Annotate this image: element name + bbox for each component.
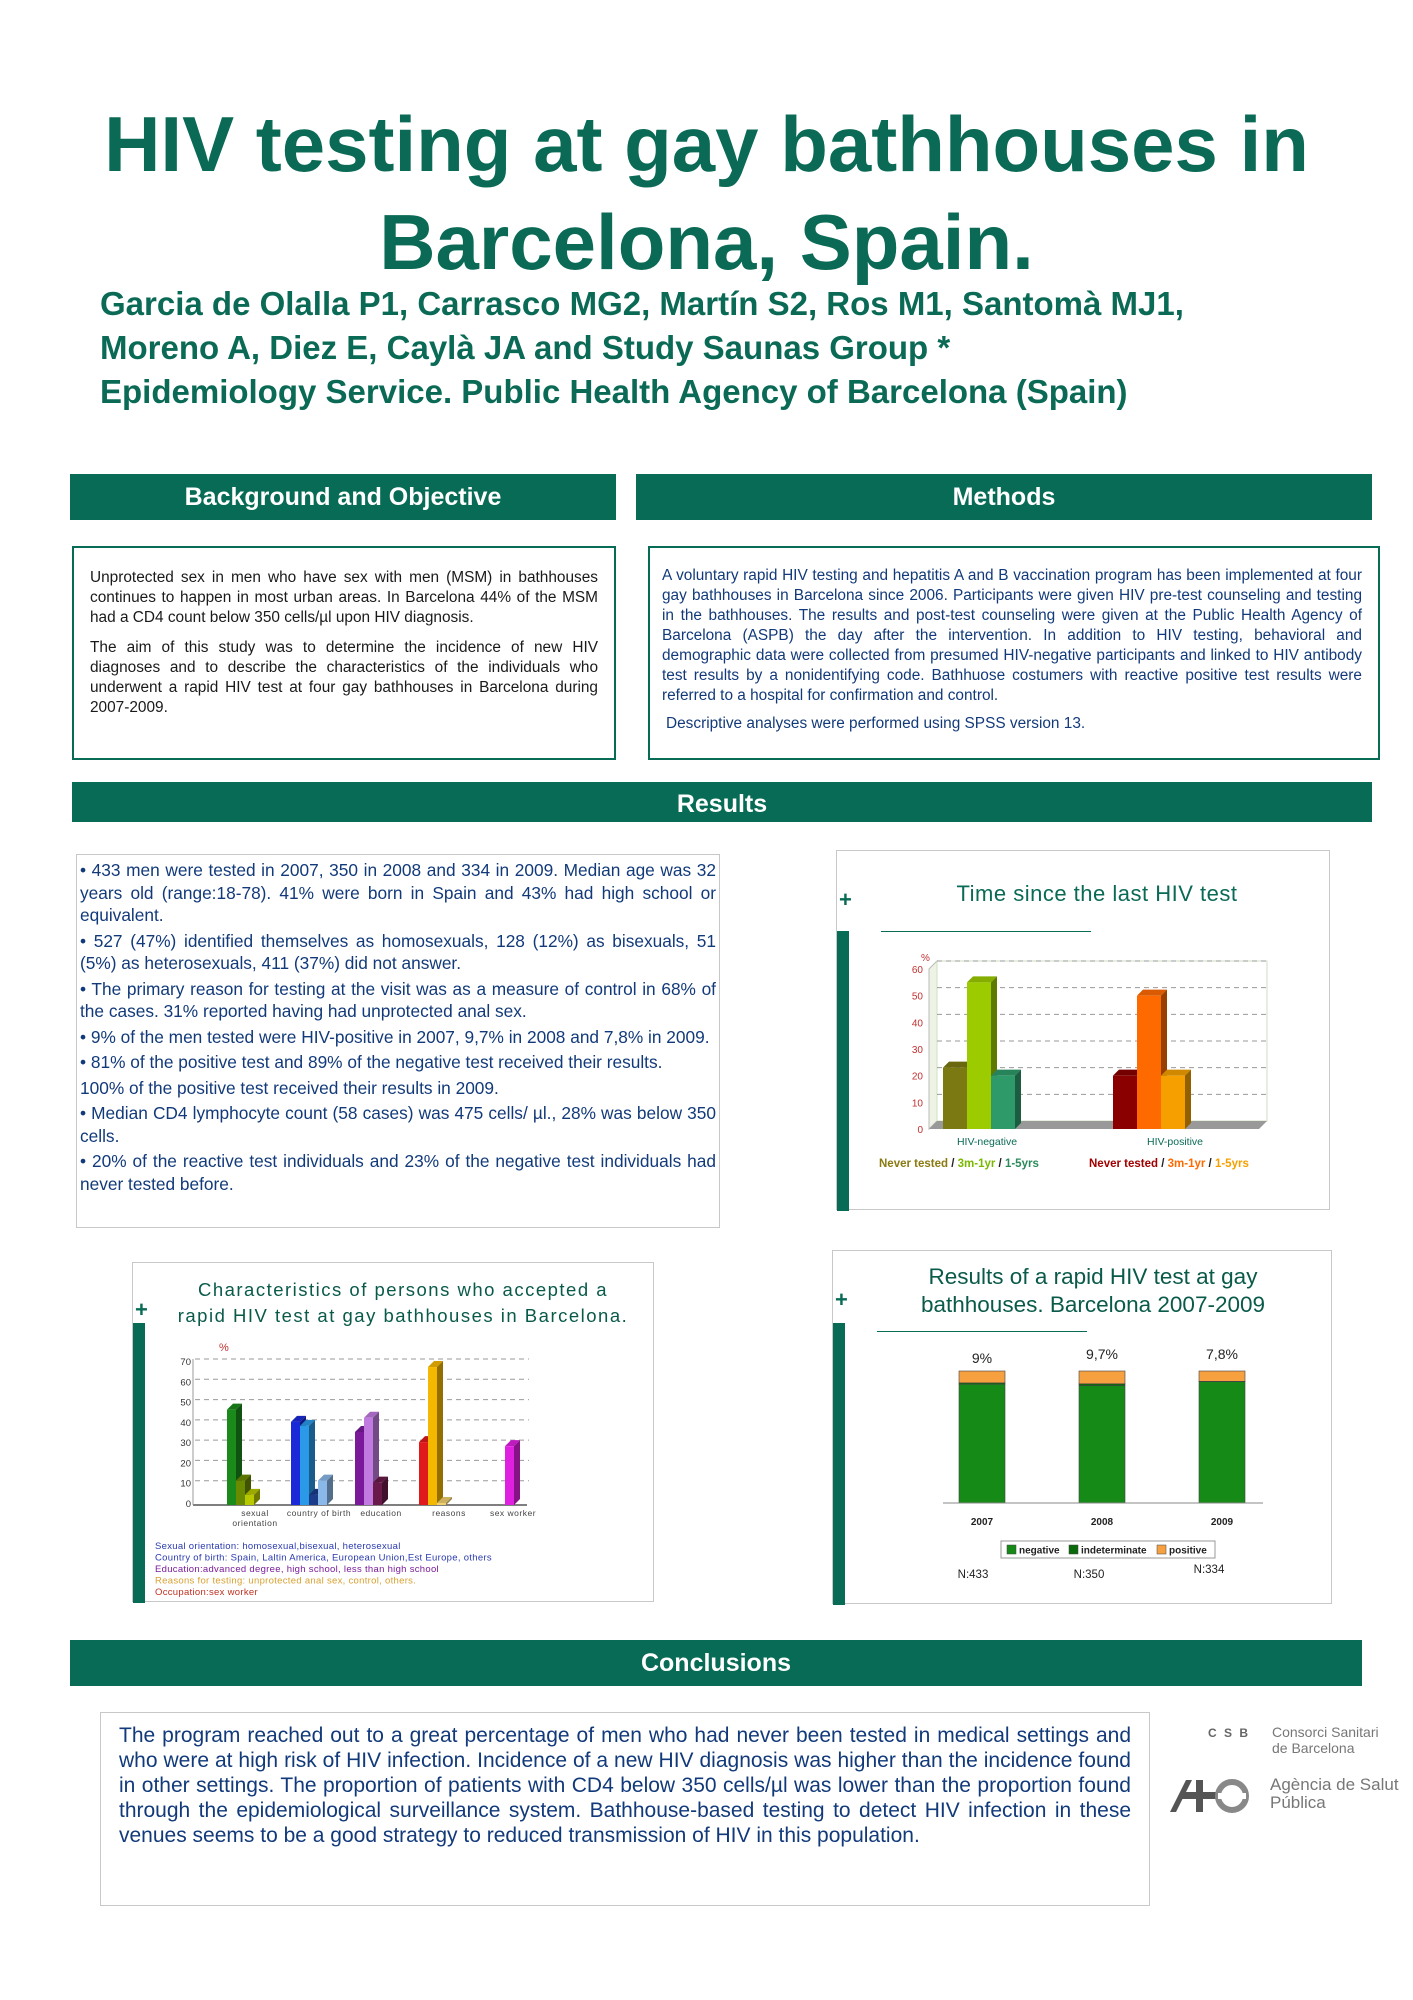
chart-note: Education:advanced degree, high school, less than high school xyxy=(155,1564,439,1575)
csb-name: Consorci Sanitari de Barcelona xyxy=(1272,1724,1379,1756)
stacked-bar-segment xyxy=(959,1384,1005,1503)
legend xyxy=(1089,1158,1249,1170)
chart-note: Occupation:sex worker xyxy=(155,1587,258,1598)
chart-2-title-line-1: Characteristics of persons who accepted a xyxy=(197,1279,609,1300)
legend-entry: Never tested xyxy=(1089,1158,1159,1170)
chart-note: Reasons for testing: unprotected anal sex, control, others. xyxy=(155,1575,417,1587)
bar xyxy=(1113,1076,1137,1129)
affiliation: Epidemiology Service. Public Health Agency of Barcelona (Spain) xyxy=(100,373,1128,410)
plus-icon: + xyxy=(835,1287,848,1312)
authors-line-2: Moreno A, Diez E, Caylà JA and Study Saunas Group * xyxy=(100,329,951,366)
chart-note: Sexual orientation: homosexual,bisexual, heterosexual xyxy=(155,1541,401,1552)
aspb-mark-icon xyxy=(1166,1776,1260,1816)
methods-header: Methods xyxy=(636,474,1372,520)
stacked-bar-segment xyxy=(1199,1382,1245,1503)
legend-swatch xyxy=(1007,1545,1016,1554)
bar xyxy=(967,982,991,1129)
methods-paragraph-1: A voluntary rapid HIV testing and hepatitis A and B vaccination program has been implemented at four gay bathhouses in Barcelona since 2006. Participants were given HIV pre-test counseling and testing in the bathhouses. The results and post-test counseling were given at the Public Health Agency of Barcelona (ASPB) the day after the intervention. In addition to HIV testing, behavioral and demographic data were collected from presumed HIV-negative participants and linked to HIV antibody test results by a nonidentifying code. Bathhuose costumers with reactive positive test results were referred to a hospital for confirmation and control. xyxy=(662,567,1362,704)
background-paragraph-2: The aim of this study was to determine the incidence of new HIV diagnoses and to describe the characteristics of the individuals who underwent a rapid HIV test at four gay bathhouses in Barcelona during 2007-2009. xyxy=(90,639,598,716)
bar xyxy=(373,1483,382,1505)
legend-entry: negative xyxy=(1019,1545,1060,1557)
x-category-label: sex worker xyxy=(489,1508,537,1518)
chart-3-svg xyxy=(833,1251,1333,1605)
methods-paragraph-2: Descriptive analyses were performed using SPSS version 13. xyxy=(666,715,1086,732)
y-tick-label: 10 xyxy=(180,1478,191,1490)
bar xyxy=(1137,996,1161,1129)
legend-entry: 1-5yrs xyxy=(1004,1158,1039,1170)
n-label: N:350 xyxy=(1073,1569,1105,1581)
results-text-box xyxy=(76,854,720,1228)
legend-swatch xyxy=(1069,1545,1078,1554)
x-category-label: education xyxy=(360,1508,402,1518)
x-category-label: sexual xyxy=(241,1508,269,1518)
stacked-bar-segment xyxy=(1079,1386,1125,1503)
y-tick-label: 20 xyxy=(911,1071,923,1083)
results-list-item: • 433 men were tested in 2007, 350 in 2008 and 334 in 2009. Median age was 32 years old (range:18-78). 41% were born in Spain and 43% had high school or equivalent. xyxy=(80,860,716,925)
bar xyxy=(236,1481,245,1505)
legend-entry: / xyxy=(995,1158,1005,1170)
bar-side xyxy=(437,1361,443,1505)
background-paragraph-1: Unprotected sex in men who have sex with men (MSM) in bathhouses continues to happen in most urban areas. In Barcelona 44% of the MSM had a CD4 count below 350 cells/µl upon HIV diagnosis. xyxy=(90,569,598,626)
aspb-name: Agència de Salut Pública xyxy=(1270,1775,1399,1812)
bar xyxy=(245,1495,254,1505)
y-tick-label: 70 xyxy=(180,1357,191,1368)
results-list-item: 100% of the positive test received their results in 2009. xyxy=(80,1077,499,1098)
bar xyxy=(943,1068,967,1129)
bar-side xyxy=(1185,1070,1191,1129)
bar-side xyxy=(514,1440,520,1505)
authors-line-1: Garcia de Olalla P1, Carrasco MG2, Martín S2, Ros M1, Santomà MJ1, xyxy=(100,285,1184,322)
results-header: Results xyxy=(72,782,1372,822)
chart-3-title-line-2: bathhouses. Barcelona 2007-2009 xyxy=(920,1292,1265,1317)
bar xyxy=(364,1418,373,1505)
n-label: N:334 xyxy=(1193,1564,1225,1576)
legend xyxy=(879,1158,1039,1170)
chart-time-since-test-panel xyxy=(836,850,1330,1210)
legend-entry: indeterminate xyxy=(1081,1545,1147,1557)
bar xyxy=(291,1422,300,1505)
y-unit-label: % xyxy=(921,953,930,964)
bar xyxy=(227,1410,236,1505)
bar xyxy=(428,1367,437,1505)
chart-results-panel xyxy=(832,1250,1332,1604)
y-tick-label: 10 xyxy=(911,1098,923,1110)
x-category-label: 2007 xyxy=(970,1517,994,1528)
conclusions-box xyxy=(100,1712,1150,1906)
legend-entry: 1-5yrs xyxy=(1214,1158,1249,1170)
y-tick-label: 60 xyxy=(180,1377,191,1389)
y-tick-label: 60 xyxy=(911,965,923,976)
stacked-bar-segment xyxy=(959,1371,1005,1383)
results-list xyxy=(80,859,716,1195)
y-unit-label: % xyxy=(219,1342,229,1354)
x-category-label: orientation xyxy=(232,1518,278,1528)
bar xyxy=(300,1426,309,1505)
chart-1-title: Time since the last HIV test xyxy=(956,881,1238,906)
bar-label: 7,8% xyxy=(1206,1346,1238,1362)
y-tick-label: 40 xyxy=(911,1018,923,1030)
title-line-2: Barcelona, Spain. xyxy=(379,198,1034,286)
y-tick-label: 50 xyxy=(911,991,923,1003)
bar xyxy=(318,1481,327,1505)
background-box xyxy=(72,546,616,760)
bar-label: 9% xyxy=(971,1350,993,1366)
x-category-label: 2008 xyxy=(1090,1517,1114,1528)
legend-entry: 3m-1yr xyxy=(957,1158,996,1170)
y-tick-label: 40 xyxy=(180,1417,191,1429)
chart-1-svg xyxy=(837,851,1331,1211)
plus-icon: + xyxy=(839,887,852,912)
results-list-item: • 527 (47%) identified themselves as homosexuals, 128 (12%) as bisexuals, 51 (5%) as heterosexuals, 411 (37%) did not answer. xyxy=(80,930,716,973)
y-tick-label: 30 xyxy=(911,1045,923,1056)
y-tick-label: 0 xyxy=(185,1499,191,1510)
csb-mark: C S B xyxy=(1208,1726,1251,1740)
legend-entry: Never tested xyxy=(879,1158,949,1170)
y-tick-label: 30 xyxy=(180,1438,191,1450)
legend-entry: / xyxy=(1205,1158,1215,1170)
results-list-item: • The primary reason for testing at the visit was as a measure of control in 68% of the cases. 31% reported having had unprotected anal sex. xyxy=(80,978,716,1021)
legend-entry: / xyxy=(1158,1158,1168,1170)
chart-2-svg xyxy=(133,1263,655,1603)
chart-note: Country of birth: Spain, Laltin America, European Union,Est Europe, others xyxy=(155,1552,492,1564)
bar xyxy=(505,1446,514,1505)
authors-block xyxy=(100,282,1360,414)
x-category-label: 2009 xyxy=(1210,1517,1234,1528)
results-list-item: • Median CD4 lymphocyte count (58 cases) was 475 cells/ µl., 28% was below 350 cells. xyxy=(80,1103,716,1146)
legend-swatch xyxy=(1157,1545,1166,1554)
results-list-item: • 9% of the men tested were HIV-positive in 2007, 9,7% in 2008 and 7,8% in 2009. xyxy=(80,1026,710,1047)
title-line-1: HIV testing at gay bathhouses in xyxy=(104,100,1309,188)
methods-box xyxy=(648,546,1380,760)
n-label: N:433 xyxy=(957,1569,989,1581)
results-list-item: • 81% of the positive test and 89% of the negative test received their results. xyxy=(80,1052,663,1072)
bar xyxy=(437,1503,446,1505)
bar xyxy=(419,1442,428,1505)
legend-entry: positive xyxy=(1169,1545,1207,1557)
y-tick-label: 50 xyxy=(180,1397,191,1409)
results-list-item: • 20% of the reactive test individuals and 23% of the negative test individuals had never tested before. xyxy=(80,1151,716,1194)
chart-characteristics-panel xyxy=(132,1262,654,1602)
legend-entry: 3m-1yr xyxy=(1167,1158,1206,1170)
stacked-bar-segment xyxy=(1199,1371,1245,1381)
bar xyxy=(1161,1076,1185,1129)
aspb-logo xyxy=(1166,1775,1399,1826)
x-category-label: reasons xyxy=(432,1508,466,1518)
background-header: Background and Objective xyxy=(70,474,616,520)
bar-side xyxy=(1015,1070,1021,1129)
conclusions-text: The program reached out to a great percentage of men who had never been tested in medical settings and who were at high risk of HIV infection. Incidence of a new HIV diagnosis was higher than the incidence found in other settings. The proportion of patients with CD4 below 350 cells/µl was lower than the proportion found through the epidemiological surveillance system. Bathhouse-based testing to detect HIV infection in these venues seems to be a good strategy to reduced transmission of HIV in this population. xyxy=(119,1724,1131,1847)
bar-label: 9,7% xyxy=(1086,1346,1118,1362)
y-tick-label: 0 xyxy=(917,1125,923,1136)
poster-title xyxy=(0,95,1413,291)
stacked-bar-segment xyxy=(1079,1371,1125,1384)
x-category-label: country of birth xyxy=(286,1508,352,1518)
chart-2-title-line-2: rapid HIV test at gay bathhouses in Barcelona. xyxy=(177,1305,629,1326)
legend-entry: / xyxy=(948,1158,958,1170)
bar xyxy=(309,1495,318,1505)
bar xyxy=(355,1432,364,1505)
chart-3-title-line-1: Results of a rapid HIV test at gay xyxy=(928,1264,1258,1289)
y-tick-label: 20 xyxy=(180,1458,191,1470)
plot-wall xyxy=(929,961,937,1129)
plus-icon: + xyxy=(135,1297,148,1322)
x-category-label: HIV-positive xyxy=(1146,1136,1204,1148)
conclusions-header: Conclusions xyxy=(70,1640,1362,1686)
x-category-label: HIV-negative xyxy=(956,1136,1018,1148)
bar xyxy=(991,1076,1015,1129)
